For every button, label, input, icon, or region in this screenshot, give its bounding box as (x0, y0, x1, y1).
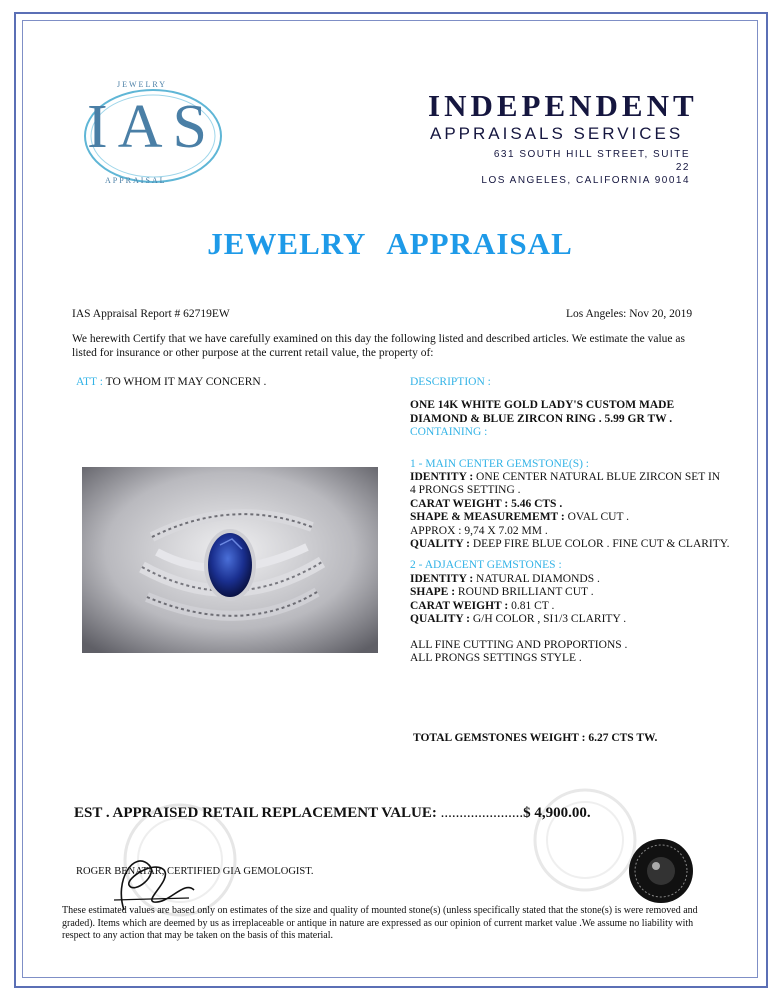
adj-identity-value: NATURAL DIAMONDS . (476, 572, 600, 585)
main-carat-label: CARAT WEIGHT : (410, 497, 509, 510)
embossed-seal-right (530, 785, 640, 895)
main-quality (410, 538, 755, 551)
main-quality-label: QUALITY : (410, 538, 470, 551)
containing-label: CONTAINING : (410, 426, 488, 439)
att-line (76, 376, 266, 388)
logo-letters: IAS (87, 93, 217, 161)
fine-cutting-note: ALL FINE CUTTING AND PROPORTIONS . (410, 638, 628, 651)
estimate-dots: ...................... (440, 805, 524, 821)
logo-ring-top-text: JEWELRY (117, 80, 167, 89)
main-shape (410, 511, 755, 524)
total-weight: TOTAL GEMSTONES WEIGHT : 6.27 CTS TW. (413, 732, 658, 744)
adj-shape-value: ROUND BRILLIANT CUT . (457, 586, 594, 599)
description-line-1: ONE 14K WHITE GOLD LADY'S CUSTOM MADE (410, 399, 675, 412)
description-block (410, 376, 755, 665)
main-identity-value: ONE CENTER NATURAL BLUE ZIRCON SET IN (476, 471, 721, 484)
disclaimer-text: These estimated values are based only on estimates of the size and quality of mounted stone(s) (unless specifically stated that the stone(s) is were removed and graded). Items which are deemed by us as irreplaceable or antique in nature are expressed as our opinion of current market value .We assume no liability with respect to any action that may be taken on the basis of this material. (62, 905, 698, 941)
estimate-label: EST . APPRAISED RETAIL REPLACEMENT VALUE: (74, 805, 437, 821)
main-shape-label: SHAPE & MEASUREMEMT : (410, 511, 565, 524)
address-line-1: 631 SOUTH HILL STREET, SUITE 22 (493, 149, 690, 173)
description-heading: DESCRIPTION : (410, 376, 491, 388)
signer-name: ROGER BENATAR, CERTIFIED GIA GEMOLOGIST. (76, 866, 314, 877)
document-title: JEWELRY APPRAISAL (207, 226, 573, 261)
adjacent-gemstones-heading: 2 - ADJACENT GEMSTONES : (410, 559, 562, 572)
att-value: TO WHOM IT MAY CONCERN . (105, 376, 267, 388)
estimate-value: $ 4,900.00. (523, 805, 591, 821)
main-carat-value: 5.46 CTS . (511, 497, 563, 510)
certification-text: We herewith Certify that we have carefully examined on this day the following listed and described articles. We estimate the value as listed for insurance or other purpose at the current retail value, the property of: (72, 333, 685, 359)
main-quality-value: DEEP FIRE BLUE COLOR . FINE CUT & CLARITY. (472, 538, 730, 551)
company-subtitle: APPRAISALS SERVICES (430, 124, 684, 143)
estimate-line (74, 805, 591, 822)
report-date: Los Angeles: Nov 20, 2019 (566, 308, 693, 320)
adj-identity-label: IDENTITY : (410, 572, 474, 585)
main-identity-cont: 4 PRONGS SETTING . (410, 484, 521, 497)
adj-identity (410, 573, 755, 586)
hologram-seal (628, 838, 694, 904)
description-line-2: DIAMOND & BLUE ZIRCON RING . 5.99 GR TW . (410, 412, 673, 425)
main-identity-label: IDENTITY : (410, 471, 474, 484)
address-line-2: LOS ANGELES, CALIFORNIA 90014 (481, 175, 690, 186)
logo-ring-bottom-text: APPRAISAL (105, 176, 167, 185)
main-approx: APPROX : 9,74 X 7.02 MM . (410, 524, 548, 537)
report-number: IAS Appraisal Report # 62719EW (72, 308, 230, 320)
main-shape-value: OVAL CUT . (567, 511, 630, 524)
adj-quality (410, 613, 755, 626)
adj-shape-label: SHAPE : (410, 586, 456, 599)
prongs-note: ALL PRONGS SETTINGS STYLE . (410, 651, 582, 664)
att-label: ATT : (76, 376, 103, 388)
ring-photo (82, 467, 378, 653)
adj-carat (410, 600, 755, 613)
main-carat (410, 498, 755, 511)
company-address (480, 148, 690, 187)
adj-carat-value: 0.81 CT . (511, 599, 555, 612)
adj-quality-label: QUALITY : (410, 613, 470, 626)
company-name: INDEPENDENT (428, 88, 698, 123)
main-identity (410, 471, 755, 484)
adj-shape (410, 586, 755, 599)
main-gemstone-heading: 1 - MAIN CENTER GEMSTONE(S) : (410, 457, 589, 470)
adj-carat-label: CARAT WEIGHT : (410, 599, 509, 612)
adj-quality-value: G/H COLOR , SI1/3 CLARITY . (472, 613, 627, 626)
